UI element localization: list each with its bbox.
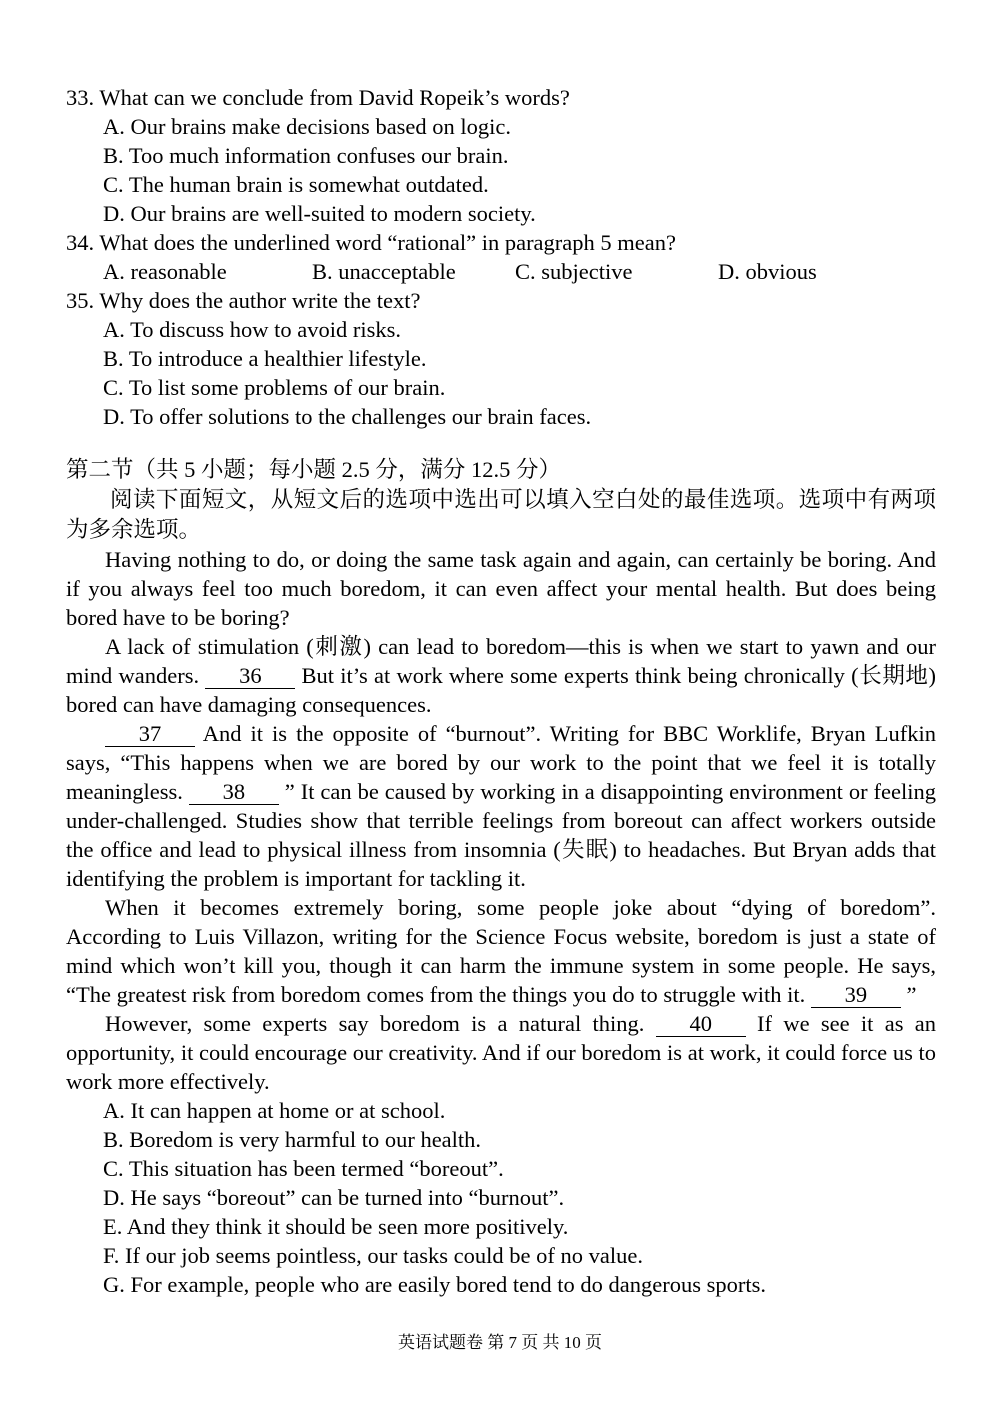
cloze-option-g: G. For example, people who are easily bored tend to do dangerous sports. — [103, 1272, 766, 1297]
paragraph-text: When it becomes extremely boring, some people joke about “dying of boredom”. According to Luis Villazon, writing for the Science Focus website, boredom is just a state of mind which won’t kill you, though it can harm the immune system in some people. He says, “The greatest risk from boredom comes from the things you do to struggle with it. — [66, 895, 936, 1007]
inline-options — [66, 257, 936, 286]
option-b: B. unacceptable — [312, 259, 456, 284]
question-stem: 33. What can we conclude from David Ropeik’s words? — [66, 85, 570, 110]
question-34 — [66, 228, 936, 286]
page-footer: 英语试题卷 第 7 页 共 10 页 — [398, 1333, 602, 1352]
cloze-options — [66, 1096, 936, 1299]
option-b: B. Too much information confuses our brain. — [103, 143, 509, 168]
cloze-option-f: F. If our job seems pointless, our tasks could be of no value. — [103, 1243, 643, 1268]
blank-36: 36 — [205, 664, 295, 689]
option-a: A. To discuss how to avoid risks. — [103, 317, 402, 342]
passage-paragraph-1 — [66, 545, 936, 632]
cloze-option-d: D. He says “boreout” can be turned into “burnout”. — [103, 1185, 565, 1210]
paragraph-text: A lack of stimulation (刺激) can lead to boredom—this is when we start to yawn and our mind wanders. — [66, 634, 936, 688]
option-a: A. reasonable — [103, 259, 227, 284]
paragraph-text: But it’s at work where some experts think being chronically (长期地) bored can have damaging consequences. — [66, 663, 937, 717]
blank-38: 38 — [189, 780, 279, 805]
option-c: C. subjective — [515, 259, 633, 284]
blank-39: 39 — [811, 983, 901, 1008]
section-heading: 第二节（共 5 小题；每小题 2.5 分，满分 12.5 分） — [66, 457, 562, 482]
option-b: B. To introduce a healthier lifestyle. — [103, 346, 427, 371]
passage-paragraph-5 — [66, 1009, 936, 1096]
cloze-option-c: C. This situation has been termed “boreout”. — [103, 1156, 504, 1181]
option-d: D. obvious — [718, 259, 817, 284]
cloze-option-a: A. It can happen at home or at school. — [103, 1098, 446, 1123]
question-33 — [66, 83, 936, 228]
option-d: D. To offer solutions to the challenges our brain faces. — [103, 404, 592, 429]
paragraph-text: If we see it as an opportunity, it could encourage our creativity. And if our boredom is at work, it could force us to work more effectively. — [66, 1011, 937, 1094]
paragraph-text: ” — [906, 982, 917, 1007]
question-stem: 35. Why does the author write the text? — [66, 288, 421, 313]
blank-37: 37 — [105, 722, 195, 747]
option-c: C. To list some problems of our brain. — [103, 375, 446, 400]
cloze-option-e: E. And they think it should be seen more positively. — [103, 1214, 569, 1239]
option-a: A. Our brains make decisions based on logic. — [103, 114, 512, 139]
page-content — [66, 83, 936, 1299]
option-c: C. The human brain is somewhat outdated. — [103, 172, 489, 197]
passage-paragraph-3 — [66, 719, 936, 893]
passage-paragraph-4 — [66, 893, 936, 1009]
section-instructions: 阅读下面短文，从短文后的选项中选出可以填入空白处的最佳选项。选项中有两项为多余选项。 — [66, 487, 936, 542]
option-d: D. Our brains are well-suited to modern society. — [103, 201, 536, 226]
blank-40: 40 — [656, 1012, 746, 1037]
paragraph-text: However, some experts say boredom is a natural thing. — [105, 1011, 645, 1036]
paragraph-text: Having nothing to do, or doing the same task again and again, can certainly be boring. And if you always feel too much boredom, it can even affect your mental health. But does being bored have to be boring? — [66, 547, 936, 630]
reading-questions — [66, 83, 936, 431]
question-35 — [66, 286, 936, 431]
section-two — [66, 455, 936, 1299]
paragraph-text: And it is the opposite of “burnout”. Writing for BBC Worklife, Bryan Lufkin says, “This happens when we are bored by our work to the point that we feel it is totally meaningless. — [66, 721, 936, 804]
question-stem: 34. What does the underlined word “rational” in paragraph 5 mean? — [66, 230, 676, 255]
passage-paragraph-2 — [66, 632, 936, 719]
paragraph-text: ” It can be caused by working in a disappointing environment or feeling under-challenged. Studies show that terrible feelings from boreout can affect workers outside the office and lead to physical illness from insomnia (失眠) to headaches. But Bryan adds that identifying the problem is important for tackling it. — [66, 779, 936, 891]
cloze-option-b: B. Boredom is very harmful to our health. — [103, 1127, 482, 1152]
